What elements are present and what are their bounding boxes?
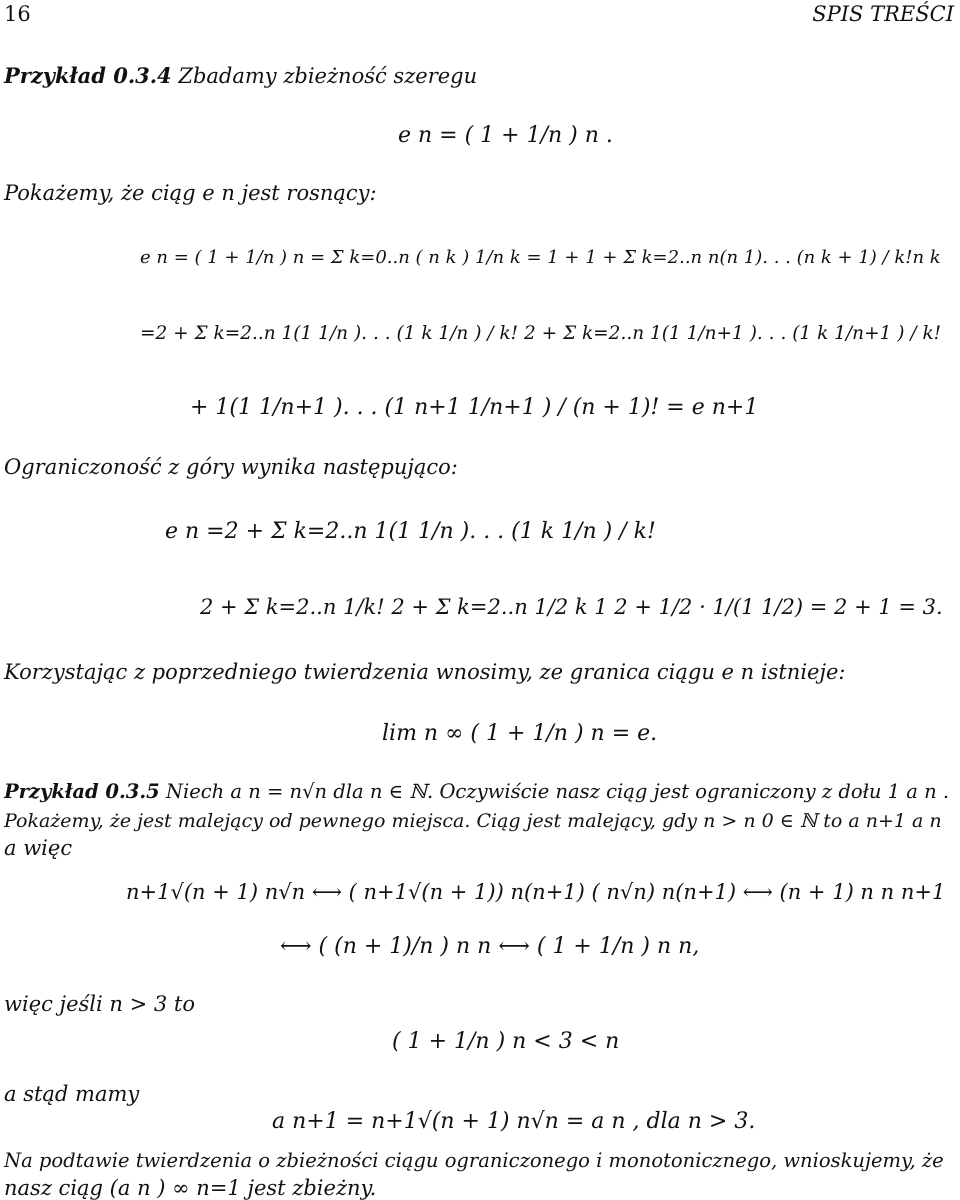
equation-comparison: =2 + Σ k=2..n 1(1 1/n ). . . (1 k 1/n ) / k! 2 + Σ k=2..n 1(1 1/n+1 ). . . (1 k 1/n+1 ) / k!	[140, 323, 942, 344]
bound-equation-1: e n =2 + Σ k=2..n 1(1 1/n ). . . (1 k 1/n ) / k!	[165, 519, 656, 544]
example-035-text3: a więc	[4, 836, 73, 860]
running-title: SPIS TREŚCI	[812, 2, 954, 26]
limit-conclusion: Korzystając z poprzedniego twierdzenia wnosimy, ze granica ciągu e n istnieje:	[4, 660, 846, 684]
closing-line-2: nasz ciąg (a n ) ∞ n=1 jest zbieżny.	[4, 1176, 377, 1200]
page-number: 16	[4, 2, 31, 26]
example-035-text1: Niech a n = n√n dla n ∈ ℕ. Oczywiście nasz ciąg jest ograniczony z dołu 1 a n .	[165, 780, 950, 803]
equation-next-term: + 1(1 1/n+1 ). . . (1 n+1 1/n+1 ) / (n + 1)! = e n+1	[190, 395, 759, 420]
increasing-claim: Pokażemy, że ciąg e n jest rosnący:	[4, 181, 377, 205]
equation-expansion: e n = ( 1 + 1/n ) n = Σ k=0..n ( n k ) 1/n k = 1 + 1 + Σ k=2..n n(n 1). . . (n k + 1) / k!n k	[140, 247, 941, 268]
example-034-intro: Zbadamy zbieżność szeregu	[178, 64, 478, 88]
example-034-label: Przykład 0.3.4	[4, 63, 172, 88]
example-035-heading	[4, 780, 949, 804]
hence-clause: a stąd mamy	[4, 1082, 140, 1106]
chain-equation-1: n+1√(n + 1) n√n ⟷ ( n+1√(n + 1)) n(n+1) ( n√n) n(n+1) ⟷ (n + 1) n n n+1	[126, 880, 946, 904]
chain-equation-2: ⟷ ( (n + 1)/n ) n n ⟷ ( 1 + 1/n ) n n,	[280, 934, 700, 959]
closing-line-1: Na podtawie twierdzenia o zbieżności ciągu ograniczonego i monotonicznego, wnioskujemy, że	[4, 1149, 944, 1172]
final-equation: a n+1 = n+1√(n + 1) n√n = a n , dla n > 3.	[272, 1109, 756, 1134]
example-034-heading	[4, 64, 477, 88]
inequality-three: ( 1 + 1/n ) n < 3 < n	[392, 1029, 620, 1054]
limit-equation: lim n ∞ ( 1 + 1/n ) n = e.	[382, 721, 658, 746]
example-035-label: Przykład 0.3.5	[4, 780, 160, 803]
bounded-intro: Ograniczoność z góry wynika następująco:	[4, 455, 458, 479]
sequence-definition: e n = ( 1 + 1/n ) n .	[398, 123, 613, 148]
bound-equation-2: 2 + Σ k=2..n 1/k! 2 + Σ k=2..n 1/2 k 1 2 + 1/2 · 1/(1 1/2) = 2 + 1 = 3.	[200, 595, 943, 619]
example-035-text2: Pokażemy, że jest malejący od pewnego miejsca. Ciąg jest malejący, gdy n > n 0 ∈ ℕ to a n+1 a n	[4, 810, 942, 832]
if-clause: więc jeśli n > 3 to	[4, 992, 195, 1016]
